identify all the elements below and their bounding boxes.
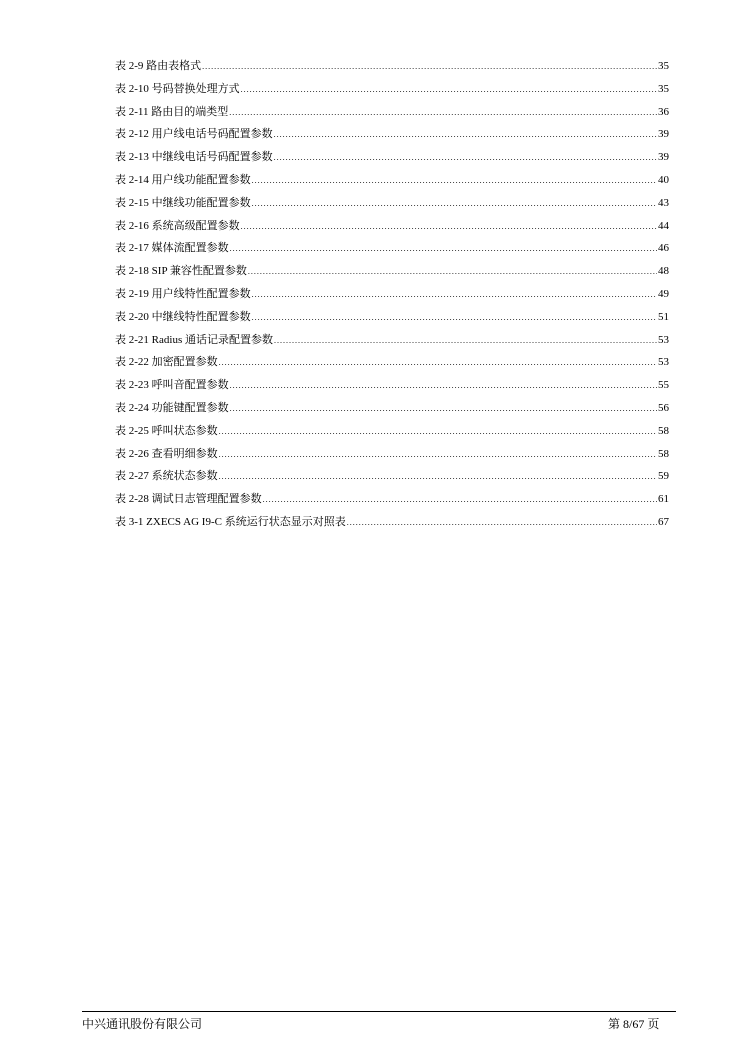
toc-entry-label: 表 2-13 中继线电话号码配置参数 [115, 151, 273, 164]
toc-leader-dots [347, 512, 657, 535]
toc-entry-label: 表 2-19 用户线特性配置参数 [115, 287, 251, 300]
toc-leader-dots [252, 193, 657, 216]
toc-leader-dots [252, 284, 657, 307]
toc-entry-page: 49 [658, 287, 669, 300]
toc-entry-label: 表 2-12 用户线电话号码配置参数 [115, 128, 273, 141]
toc-leader-dots [230, 375, 657, 398]
footer-divider [82, 1011, 676, 1012]
toc-entry-page: 35 [658, 60, 669, 72]
toc-entry[interactable] [115, 237, 669, 260]
toc-leader-dots [219, 466, 657, 489]
toc-entry[interactable] [115, 283, 669, 306]
toc-leader-dots [219, 421, 657, 444]
toc-leader-dots [263, 489, 657, 512]
toc-leader-dots [219, 352, 657, 375]
toc-leader-dots [241, 216, 657, 239]
toc-entry[interactable] [115, 420, 669, 443]
toc-leader-dots [274, 147, 657, 170]
toc-entry-label: 表 2-15 中继线功能配置参数 [115, 196, 251, 209]
toc-entry[interactable] [115, 488, 669, 511]
footer-page-number: 第 8/67 页 [608, 1017, 660, 1031]
toc-entry-label: 表 2-22 加密配置参数 [115, 356, 218, 369]
toc-leader-dots [274, 124, 657, 147]
toc-entry-label: 表 2-16 系统高级配置参数 [115, 219, 240, 232]
toc-entry-page: 51 [658, 310, 669, 323]
toc-entry-page: 36 [658, 105, 669, 118]
toc-entry-label: 表 2-28 调试日志管理配置参数 [115, 493, 262, 506]
toc-leader-dots [202, 56, 657, 79]
toc-entry[interactable] [115, 374, 669, 397]
toc-entry[interactable] [115, 146, 669, 169]
toc-entry[interactable] [115, 397, 669, 420]
toc-leader-dots [229, 102, 657, 125]
toc-entry[interactable] [115, 329, 669, 352]
toc-entry[interactable] [115, 78, 669, 101]
toc-entry[interactable] [115, 169, 669, 192]
toc-leader-dots [252, 170, 657, 193]
toc-entry[interactable] [115, 215, 669, 238]
toc-leader-dots [252, 307, 657, 330]
toc-entry[interactable] [115, 101, 669, 124]
toc-entry-label: 表 2-24 功能键配置参数 [115, 401, 229, 414]
toc-leader-dots [230, 238, 657, 261]
toc-leader-dots [274, 330, 657, 353]
toc-entry-label: 表 2-14 用户线功能配置参数 [115, 173, 251, 186]
toc-entry[interactable] [115, 465, 669, 488]
toc-entry-label: 表 3-1 ZXECS AG I9-C 系统运行状态显示对照表 [115, 515, 346, 528]
toc-entry-page: 59 [658, 470, 669, 483]
toc-entry-page: 61 [658, 493, 669, 506]
toc-entry-page: 40 [658, 173, 669, 186]
toc-entry-page: 35 [658, 82, 669, 95]
toc-entry[interactable] [115, 192, 669, 215]
toc-entry-page: 39 [658, 128, 669, 141]
toc-entry-label: 表 2-26 查看明细参数 [115, 447, 218, 460]
toc-entry-label: 表 2-10 号码替换处理方式 [115, 82, 240, 95]
toc-entry-page: 44 [658, 219, 669, 232]
toc-entry[interactable] [115, 443, 669, 466]
toc-entry-label: 表 2-11 路由目的端类型 [115, 105, 229, 118]
toc-entry[interactable] [115, 260, 669, 283]
toc-leader-dots [248, 261, 657, 284]
toc-entry[interactable] [115, 306, 669, 329]
toc-entry-page: 58 [658, 424, 669, 437]
table-of-contents [115, 55, 669, 534]
toc-entry-page: 39 [658, 151, 669, 164]
toc-entry-label: 表 2-9 路由表格式 [115, 60, 202, 72]
toc-leader-dots [241, 79, 657, 102]
toc-leader-dots [230, 398, 657, 421]
toc-entry-page: 53 [658, 356, 669, 369]
toc-entry[interactable] [115, 123, 669, 146]
toc-entry-label: 表 2-20 中继线特性配置参数 [115, 310, 251, 323]
toc-entry-page: 58 [658, 447, 669, 460]
toc-entry-page: 46 [658, 242, 669, 255]
toc-leader-dots [219, 444, 657, 467]
toc-entry-page: 48 [658, 265, 669, 278]
toc-entry[interactable] [115, 351, 669, 374]
toc-entry-label: 表 2-23 呼叫音配置参数 [115, 379, 229, 392]
toc-entry-page: 56 [658, 401, 669, 414]
toc-entry-page: 43 [658, 196, 669, 209]
toc-entry-label: 表 2-17 媒体流配置参数 [115, 242, 229, 255]
toc-entry-page: 55 [658, 379, 669, 392]
toc-entry-page: 53 [658, 333, 669, 346]
footer-company-name: 中兴通讯股份有限公司 [82, 1017, 203, 1031]
toc-entry[interactable] [115, 511, 669, 534]
toc-entry-label: 表 2-27 系统状态参数 [115, 470, 218, 483]
toc-entry-label: 表 2-21 Radius 通话记录配置参数 [115, 333, 273, 346]
toc-entry-page: 67 [658, 515, 669, 528]
toc-entry-label: 表 2-25 呼叫状态参数 [115, 424, 218, 437]
toc-entry-label: 表 2-18 SIP 兼容性配置参数 [115, 265, 247, 278]
toc-entry[interactable] [115, 55, 669, 78]
